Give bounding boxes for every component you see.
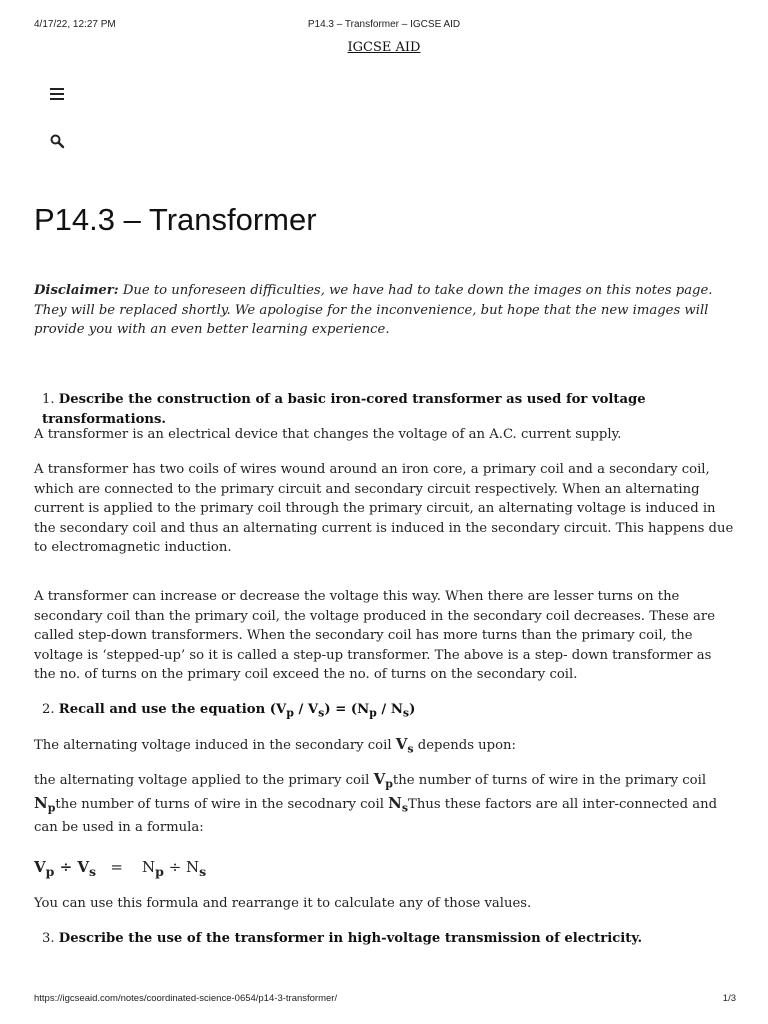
print-page-title: P14.3 – Transformer – IGCSE AID — [307, 19, 461, 30]
question-2 — [34, 700, 744, 723]
question-text: Recall and use the equation $(V_p / V_s) = (N_p / N_s)$ — [58, 702, 416, 720]
print-url: https://igcseaid.com/notes/coordinated-science-0654/p14-3-transformer/ — [34, 993, 338, 1004]
question-1 — [34, 390, 744, 429]
print-page-number: 1/3 — [722, 993, 736, 1004]
paragraph: A transformer can increase or decrease the voltage this way. When there are lesser turns on the secondary coil than the primary coil, the voltage produced in the secondary coil decreases. These are called step-down transformers. When the secondary coil has more turns than the primary coil, the voltage is ‘stepped-up’ so it is called a step-up transformer. The above is a step- down transformer as the no. of turns on the primary coil exceed the no. of turns on the secondary coil. — [34, 589, 716, 682]
paragraph: You can use this formula and rearrange it to calculate any of those values. — [34, 896, 532, 911]
question-number: 3. — [42, 931, 55, 946]
question-number: 1. — [42, 392, 55, 407]
article-title: P14.3 – Transformer — [34, 202, 317, 237]
formula: $V_p \div V_s$ = $N_p \div N_s$ — [34, 858, 207, 879]
question-3 — [34, 929, 744, 949]
disclaimer-label: Disclaimer: — [34, 283, 119, 298]
question-text: Describe the use of the transformer in high-voltage transmission of electricity. — [58, 931, 643, 946]
search-icon[interactable] — [49, 133, 65, 149]
question-text: Describe the construction of a basic iron-cored transformer as used for voltage transformations. — [42, 392, 646, 427]
question-number: 2. — [42, 702, 55, 717]
paragraph: The alternating voltage induced in the secondary coil $V_s$ depends upon: — [34, 735, 516, 756]
disclaimer-text: Due to unforeseen difficulties, we have had to take down the images on this notes page. They will be replaced shortly. We apologise for the inconvenience, but hope that the new images will provide you with an even better learning experience. — [34, 283, 713, 337]
disclaimer — [34, 281, 736, 340]
print-datetime: 4/17/22, 12:27 PM — [34, 19, 116, 30]
site-name-link[interactable]: IGCSE AID — [347, 40, 421, 55]
paragraph: A transformer is an electrical device that changes the voltage of an A.C. current supply. — [34, 427, 622, 442]
paragraph: the alternating voltage applied to the primary coil $V_pthe$ number of turns of wire in the primary coil $N_pthe$ number of turns of wire in the secodnary coil $N_sThus$ these factors are all inter-connected and can be used in a formula: — [34, 770, 718, 836]
hamburger-menu-icon[interactable] — [49, 87, 65, 101]
paragraph: A transformer has two coils of wires wound around an iron core, a primary coil and a secondary coil, which are connected to the primary circuit and secondary circuit respectively. When an alternating current is applied to the primary coil through the primary circuit, an alternating voltage is induced in the secondary coil and thus an alternating current is induced in the secondary circuit. This happens due to electromagnetic induction. — [34, 462, 734, 555]
